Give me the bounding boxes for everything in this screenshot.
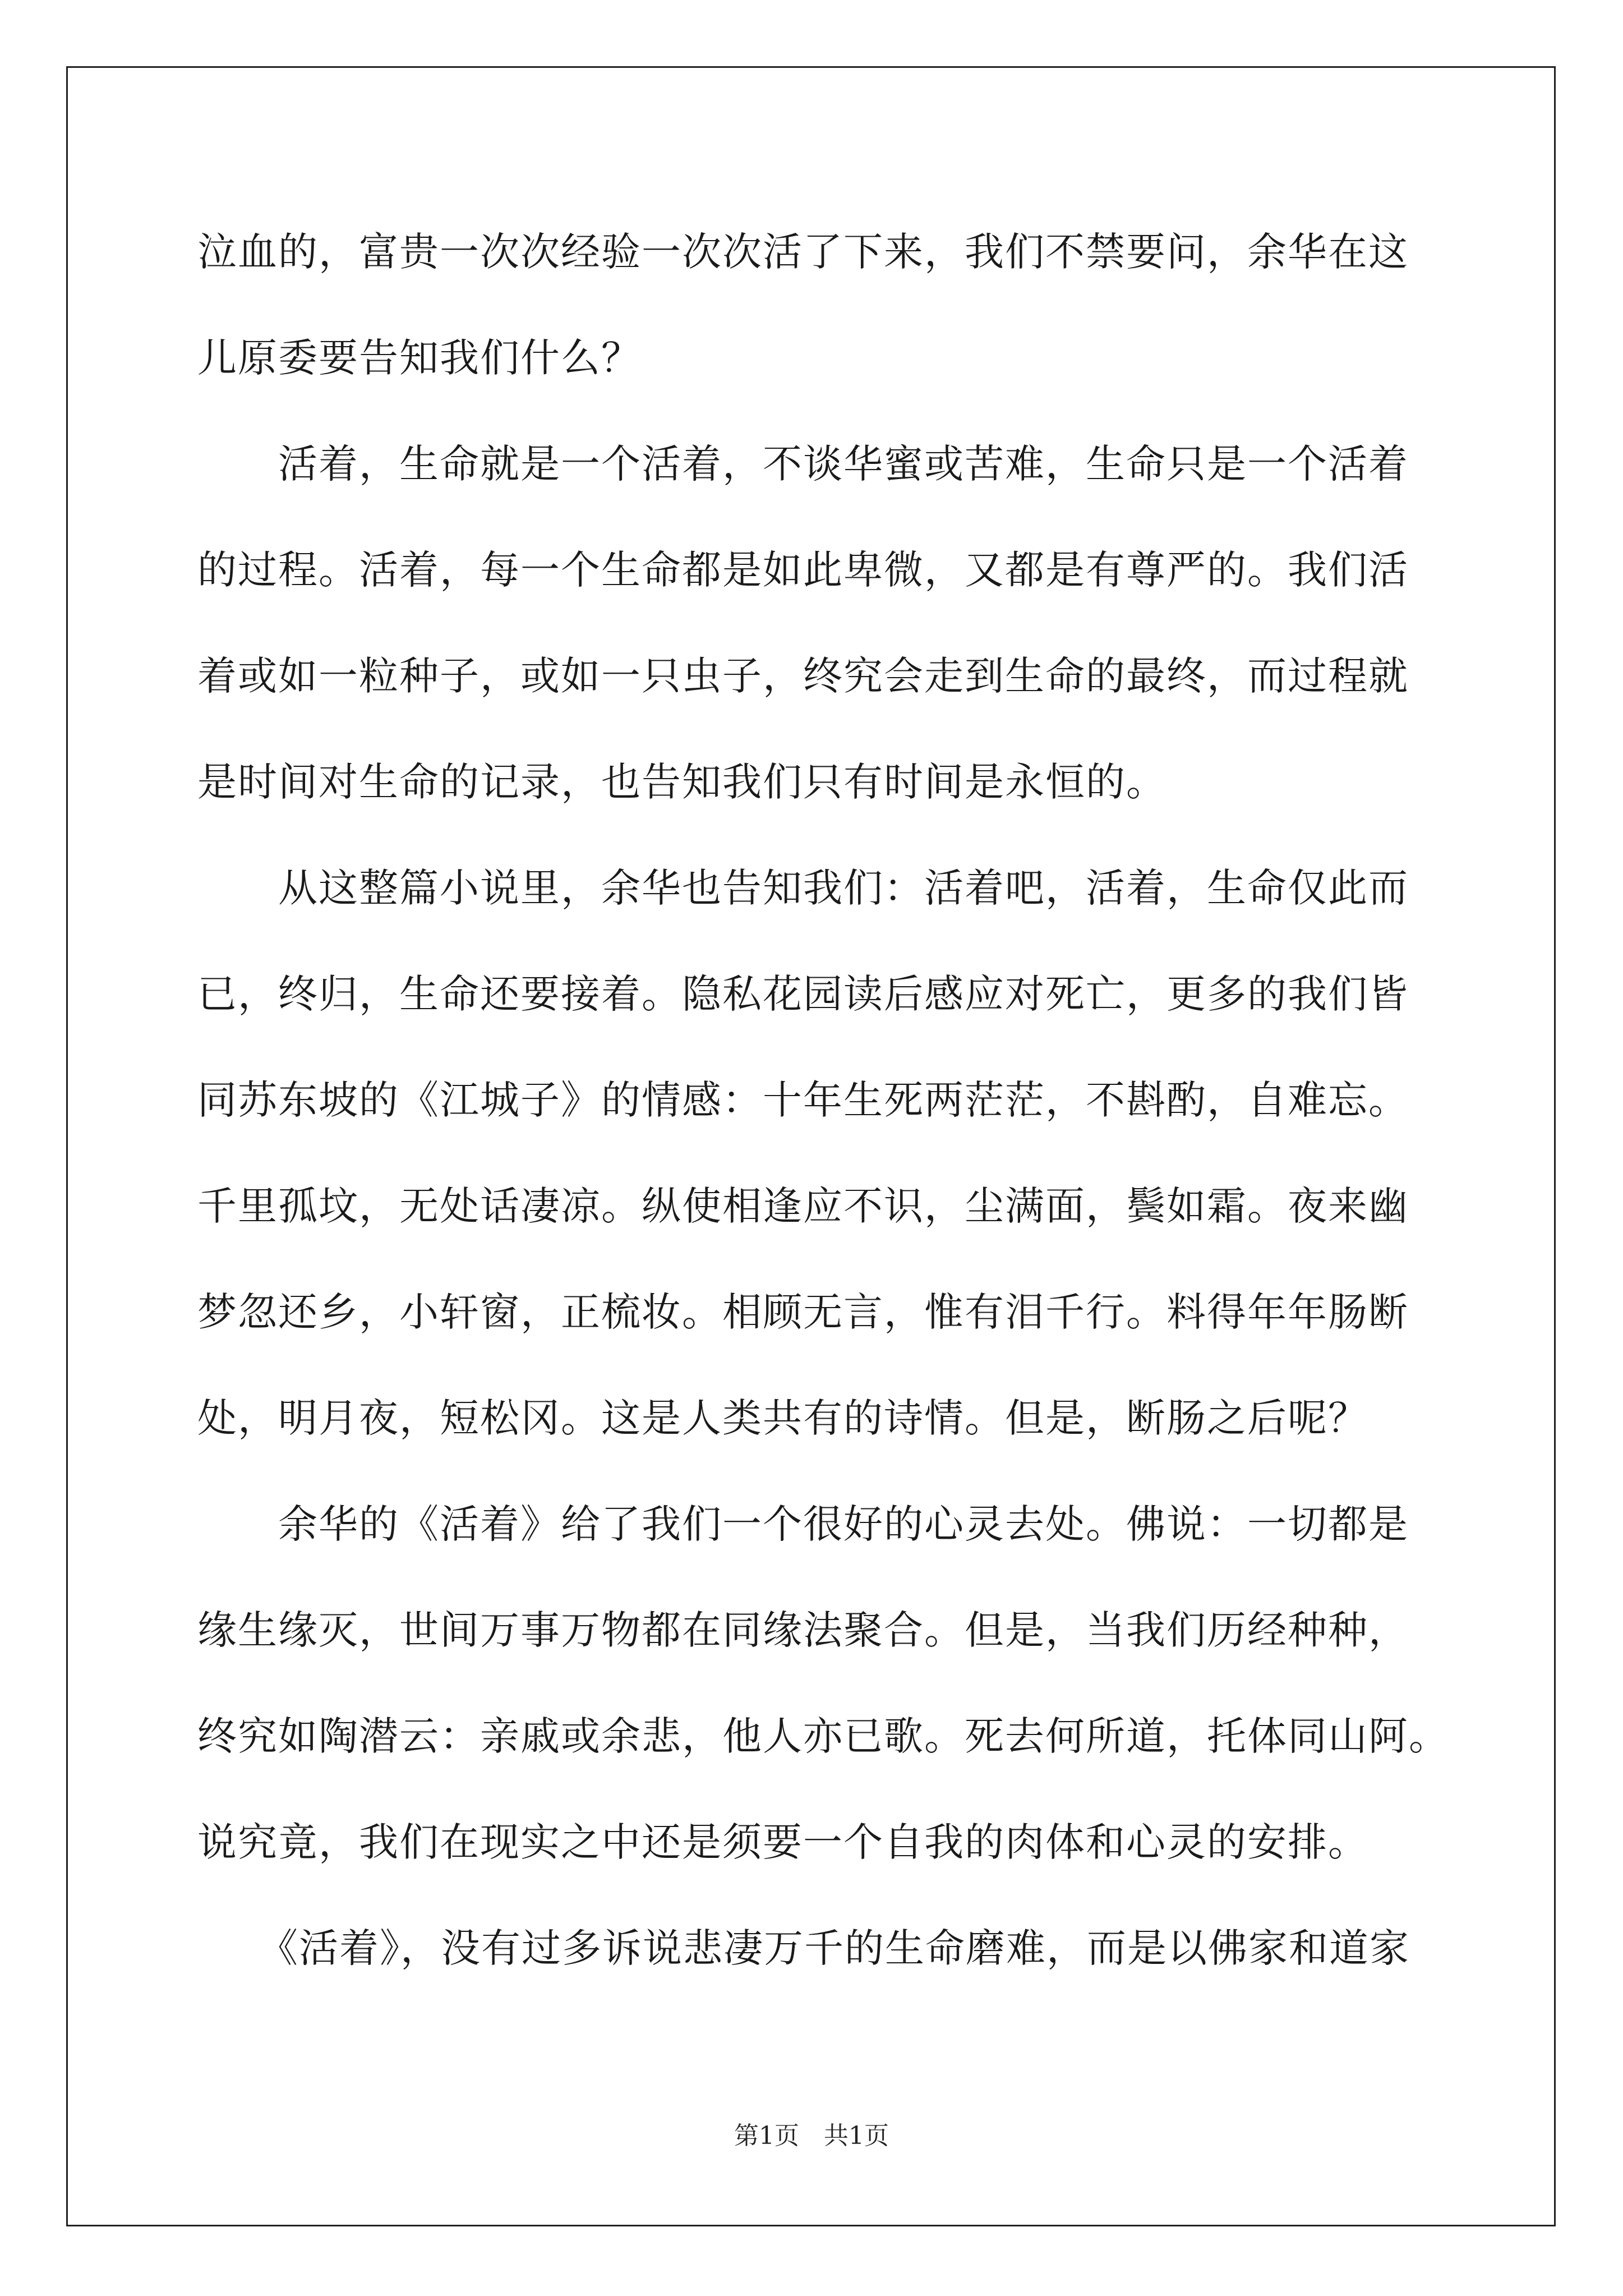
text-line: 终究如陶潜云：亲戚或余悲，他人亦已歌。死去何所道，托体同山阿。 (197, 1713, 1449, 1759)
text-line: 着或如一粒种子，或如一只虫子，终究会走到生命的最终，而过程就 (197, 653, 1409, 699)
text-line: 从这整篇小说里，余华也告知我们：活着吧，活着，生命仅此而 (197, 865, 1409, 911)
text-line: 缘生缘灭，世间万事万物都在同缘法聚合。但是，当我们历经种种， (197, 1607, 1409, 1653)
text-line: 儿原委要告知我们什么？ (197, 335, 642, 381)
document-body (197, 199, 1449, 2001)
text-line: 同苏东坡的《江城子》的情感：十年生死两茫茫，不斟酌，自难忘。 (197, 1077, 1409, 1123)
text-line: 是时间对生命的记录，也告知我们只有时间是永恒的。 (197, 759, 1166, 805)
text-line: 活着，生命就是一个活着，不谈华蜜或苦难，生命只是一个活着 (197, 441, 1409, 487)
text-line: 处，明月夜，短松冈。这是人类共有的诗情。但是，断肠之后呢？ (197, 1395, 1368, 1441)
text-line: 的过程。活着，每一个生命都是如此卑微，又都是有尊严的。我们活 (197, 547, 1409, 593)
text-line: 梦忽还乡，小轩窗，正梳妆。相顾无言，惟有泪千行。料得年年肠断 (197, 1289, 1409, 1335)
text-line: 《活着》，没有过多诉说悲凄万千的生命磨难，而是以佛家和道家 (197, 1925, 1410, 1971)
text-line: 千里孤坟，无处话凄凉。纵使相逢应不识，尘满面，鬓如霜。夜来幽 (197, 1183, 1409, 1229)
text-line: 泣血的，富贵一次次经验一次次活了下来，我们不禁要问，余华在这 (197, 229, 1409, 275)
text-line: 余华的《活着》给了我们一个很好的心灵去处。佛说：一切都是 (197, 1501, 1409, 1547)
page-number-footer: 第1页 共1页 (734, 2122, 889, 2150)
text-line: 已，终归，生命还要接着。隐私花园读后感应对死亡，更多的我们皆 (197, 971, 1409, 1017)
text-line: 说究竟，我们在现实之中还是须要一个自我的肉体和心灵的安排。 (197, 1819, 1368, 1865)
